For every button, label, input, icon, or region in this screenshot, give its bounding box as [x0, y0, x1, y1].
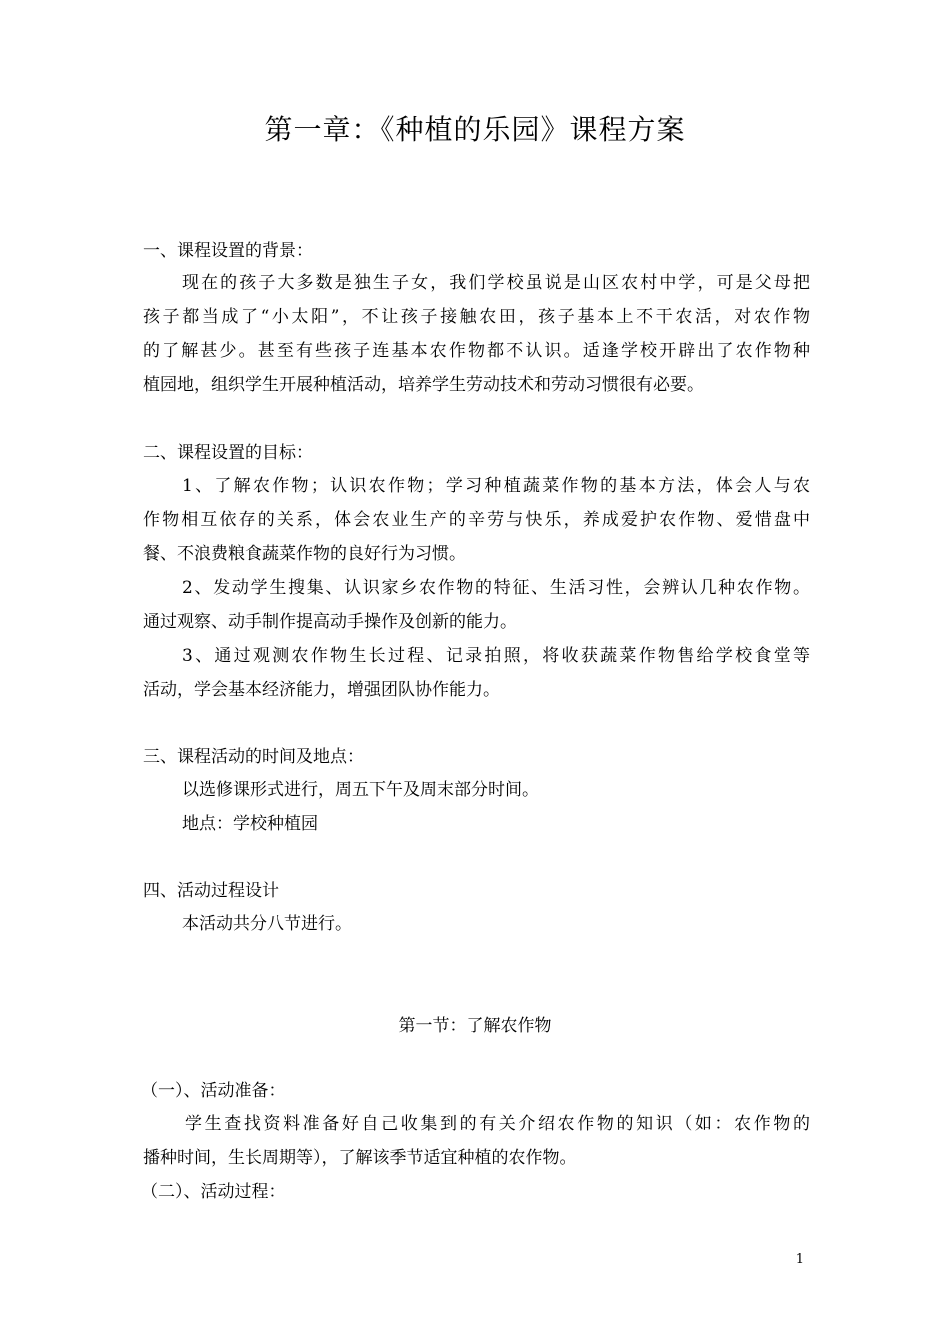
paragraph-line: 3、通过观测农作物生长过程、记录拍照，将收获蔬菜作物售给学校食堂等 — [182, 646, 810, 666]
section-heading-goals: 二、课程设置的目标： — [143, 443, 313, 463]
paragraph-line: 2、发动学生搜集、认识家乡农作物的特征、生活习性，会辨认几种农作物。 — [182, 578, 810, 598]
subsection-title: 第一节：了解农作物 — [398, 1016, 552, 1036]
paragraph-line: 地点：学校种植园 — [182, 814, 318, 834]
paragraph-line: 植园地，组织学生开展种植活动，培养学生劳动技术和劳动习惯很有必要。 — [143, 375, 704, 395]
paragraph-line: 的了解甚少。甚至有些孩子连基本农作物都不认识。适逢学校开辟出了农作物种 — [143, 341, 810, 361]
paragraph-line: 作物相互依存的关系，体会农业生产的辛劳与快乐，养成爱护农作物、爱惜盘中 — [143, 510, 810, 530]
paragraph-line: 孩子都当成了“小太阳”，不让孩子接触农田，孩子基本上不干农活，对农作物 — [143, 307, 810, 327]
paragraph-line: 1、了解农作物；认识农作物；学习种植蔬菜作物的基本方法，体会人与农 — [182, 476, 810, 496]
paragraph-line: 以选修课形式进行，周五下午及周末部分时间。 — [182, 780, 539, 800]
paragraph-line: 播种时间，生长周期等），了解该季节适宜种植的农作物。 — [143, 1148, 577, 1168]
paragraph-line: 通过观察、动手制作提高动手操作及创新的能力。 — [143, 612, 517, 632]
section-heading-process: 四、活动过程设计 — [143, 881, 279, 901]
page-title: 第一章：《种植的乐园》课程方案 — [264, 113, 686, 146]
paragraph-line: 餐、不浪费粮食蔬菜作物的良好行为习惯。 — [143, 544, 466, 564]
subsection-heading-prep: （一）、活动准备： — [141, 1081, 286, 1101]
subsection-heading-process: （二）、活动过程： — [141, 1182, 286, 1202]
section-heading-time-place: 三、课程活动的时间及地点： — [143, 747, 364, 767]
paragraph-line: 学生查找资料准备好自己收集到的有关介绍农作物的知识（如：农作物的 — [185, 1114, 810, 1134]
paragraph-line: 活动，学会基本经济能力，增强团队协作能力。 — [143, 680, 500, 700]
section-heading-background: 一、课程设置的背景： — [143, 241, 313, 261]
paragraph-line: 现在的孩子大多数是独生子女，我们学校虽说是山区农村中学，可是父母把 — [182, 273, 810, 293]
paragraph-line: 本活动共分八节进行。 — [182, 914, 352, 934]
page-number: 1 — [795, 1252, 804, 1267]
